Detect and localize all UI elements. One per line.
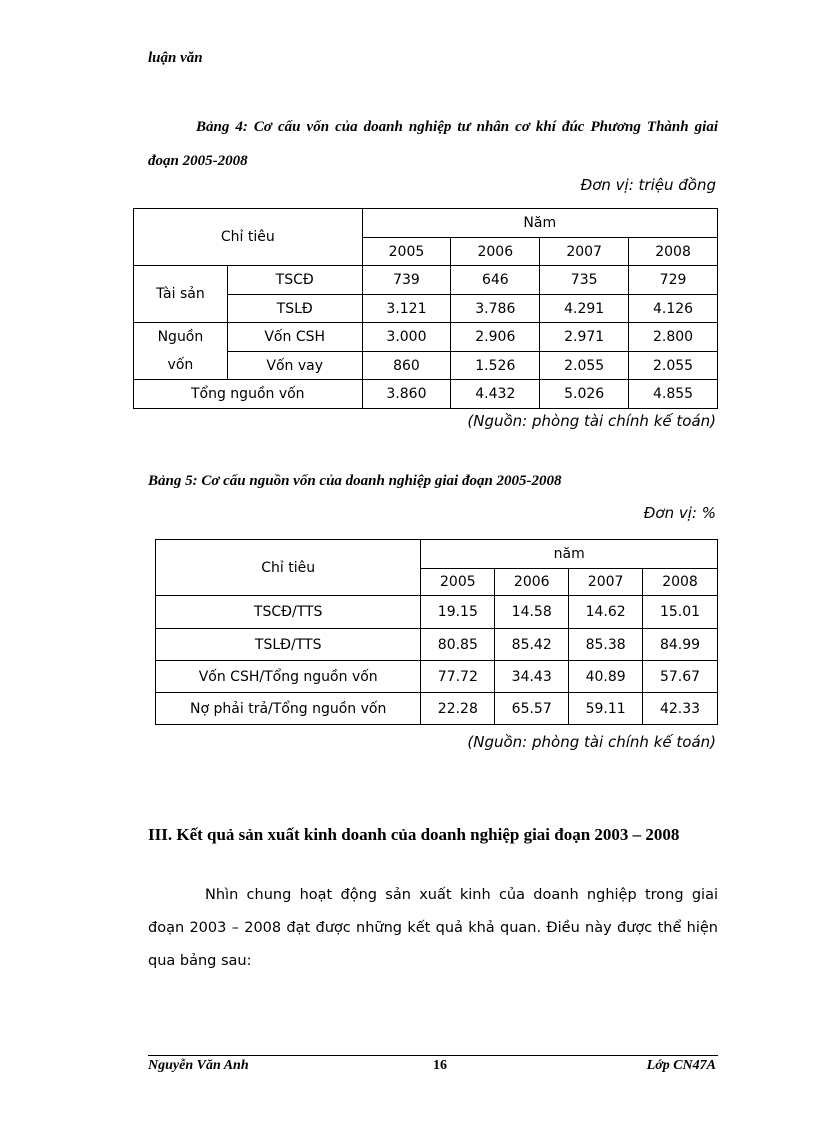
table5-cell: 59.11 [569, 693, 643, 725]
table5-year: 2008 [643, 569, 718, 596]
table4-cell: 2.906 [451, 323, 540, 352]
table4 [133, 208, 718, 409]
table5-cell: 42.33 [643, 693, 718, 725]
page-number: 16 [433, 1058, 447, 1073]
table4-cell: 1.526 [451, 352, 540, 380]
table5-cell: 84.99 [643, 629, 718, 661]
table4-row-label: Vốn vay [227, 352, 362, 380]
table4-total-label: Tổng nguồn vốn [134, 380, 363, 409]
table5-cell: 34.43 [495, 661, 569, 693]
table5-caption: Bảng 5: Cơ cấu nguồn vốn của doanh nghiệp giai đoạn 2005-2008 [148, 473, 562, 489]
table5-cell: 85.38 [569, 629, 643, 661]
table4-unit: Đơn vị: triệu đồng [580, 176, 716, 194]
table4-cell: 3.786 [451, 295, 540, 323]
table4-cell: 3.121 [362, 295, 451, 323]
table4-total-cell: 5.026 [540, 380, 629, 409]
header-text: luận văn [148, 50, 203, 66]
table5-cell: 19.15 [421, 596, 495, 629]
table5-cell: 14.58 [495, 596, 569, 629]
table5-row-label: TSLĐ/TTS [156, 629, 421, 661]
table5-row-label: TSCĐ/TTS [156, 596, 421, 629]
table4-cell: 4.291 [540, 295, 629, 323]
table4-year: 2006 [451, 238, 540, 266]
section-heading: III. Kết quả sản xuất kinh doanh của doanh nghiệp giai đoạn 2003 – 2008 [148, 825, 680, 844]
table5-cell: 57.67 [643, 661, 718, 693]
table5-year-header: năm [421, 540, 718, 569]
table4-group-capital [134, 323, 228, 380]
table4-cell: 860 [362, 352, 451, 380]
table5-year: 2007 [569, 569, 643, 596]
table5-cell: 14.62 [569, 596, 643, 629]
table4-cell: 735 [540, 266, 629, 295]
table4-row-label: Vốn CSH [227, 323, 362, 352]
table4-year: 2005 [362, 238, 451, 266]
table5-cell: 15.01 [643, 596, 718, 629]
table4-cell: 729 [629, 266, 718, 295]
table4-year-header: Năm [362, 209, 717, 238]
table4-year: 2008 [629, 238, 718, 266]
table4-caption: Bảng 4: Cơ cấu vốn của doanh nghiệp tư nhân cơ khí đúc Phương Thành giai đoạn 2005-2008 [148, 119, 718, 169]
table4-source: (Nguồn: phòng tài chính kế toán) [467, 412, 716, 430]
table4-total-cell: 3.860 [362, 380, 451, 409]
table5-cell: 65.57 [495, 693, 569, 725]
table4-cell: 2.055 [629, 352, 718, 380]
table4-group-capital-line1: Nguồn [157, 329, 204, 345]
table5-year: 2006 [495, 569, 569, 596]
table5-col-header: Chỉ tiêu [156, 540, 421, 596]
table4-year: 2007 [540, 238, 629, 266]
section-paragraph: Nhìn chung hoạt động sản xuất kinh của doanh nghiệp trong giai đoạn 2003 – 2008 đạt được những kết quả khả quan. Điều này được thể hiện qua bảng sau: [148, 887, 718, 969]
table5-year: 2005 [421, 569, 495, 596]
table4-col-header: Chỉ tiêu [134, 209, 363, 266]
table4-cell: 3.000 [362, 323, 451, 352]
table4-row-label: TSCĐ [227, 266, 362, 295]
table5 [155, 539, 718, 725]
table4-group-assets: Tài sản [134, 266, 228, 323]
table4-cell: 646 [451, 266, 540, 295]
table5-row-label: Nợ phải trả/Tổng nguồn vốn [156, 693, 421, 725]
table4-total-cell: 4.432 [451, 380, 540, 409]
footer-divider [148, 1055, 718, 1056]
table5-cell: 85.42 [495, 629, 569, 661]
table4-row-label: TSLĐ [227, 295, 362, 323]
footer-author: Nguyễn Văn Anh [148, 1058, 249, 1073]
table4-cell: 739 [362, 266, 451, 295]
table4-cell: 4.126 [629, 295, 718, 323]
table5-cell: 80.85 [421, 629, 495, 661]
table4-cell: 2.971 [540, 323, 629, 352]
table4-total-cell: 4.855 [629, 380, 718, 409]
table4-group-capital-line2: vốn [167, 357, 194, 373]
table5-unit: Đơn vị: % [643, 504, 716, 522]
footer-class: Lớp CN47A [646, 1058, 716, 1073]
table5-cell: 40.89 [569, 661, 643, 693]
table5-cell: 77.72 [421, 661, 495, 693]
table5-row-label: Vốn CSH/Tổng nguồn vốn [156, 661, 421, 693]
table5-source: (Nguồn: phòng tài chính kế toán) [467, 733, 716, 751]
table5-cell: 22.28 [421, 693, 495, 725]
table4-cell: 2.800 [629, 323, 718, 352]
table4-cell: 2.055 [540, 352, 629, 380]
